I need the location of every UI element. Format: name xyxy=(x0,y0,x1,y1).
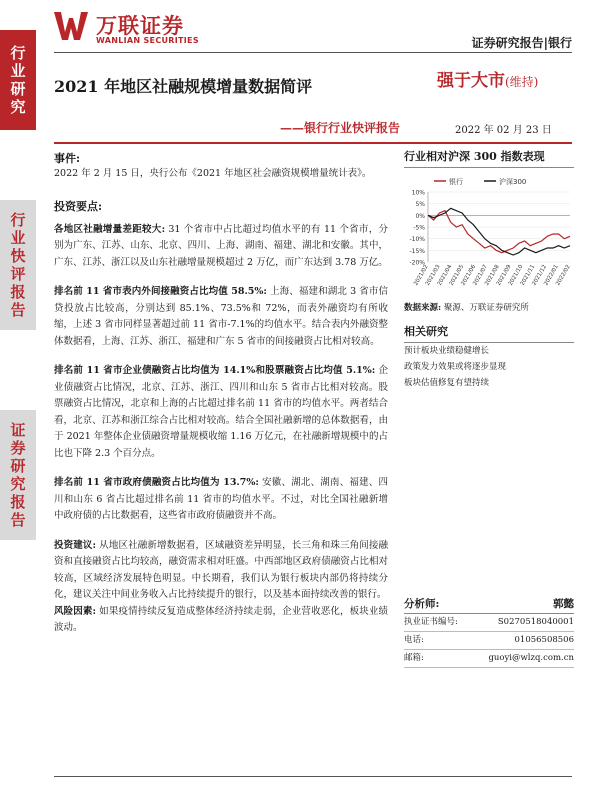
analyst-name: 郭懿 xyxy=(553,598,574,610)
rating xyxy=(437,66,538,91)
report-subtitle: ——银行行业快评报告 xyxy=(280,121,401,135)
y-tick-label: -5% xyxy=(413,224,425,232)
sidebar-char: 行 xyxy=(10,211,26,229)
sidebar-char: 评 xyxy=(10,265,26,283)
title-divider xyxy=(54,142,572,144)
sidebar-char: 究 xyxy=(10,475,26,493)
sidebar-char: 报 xyxy=(10,283,26,301)
point-3: 排名前 11 省市企业债融资占比均值为 14.1%和股票融资占比均值 5.1%: 企业债融资占比情况，北京、江苏、浙江、四川和山东 5 省市占比相对较高。股票融资占比情况，北京和上海的占比超过排名前 11 省市的均值水平。两者结合看，北京、江苏和浙江综合占比相对较高。结合全国社融新增的总体数据看，由于 2021 年整体企业债融资增量规模收缩 1.16 万亿元，在社融新增规模中的占比也下降 2.3 个百分点。 xyxy=(54,365,388,459)
relative-performance-chart xyxy=(404,172,574,297)
sidebar-char: 业 xyxy=(10,62,26,80)
analyst-name-row: 分析师: 郭懿 xyxy=(404,596,574,614)
legend-label: 沪深300 xyxy=(499,178,527,186)
rating-note: (维持) xyxy=(505,75,539,89)
sidebar-char: 快 xyxy=(10,247,26,265)
chart-heading: 行业相对沪深 300 指数表现 xyxy=(404,148,574,168)
series-line xyxy=(428,211,570,253)
document-type: 证券研究报告|银行 xyxy=(471,36,572,50)
y-tick-label: 0% xyxy=(415,212,425,220)
sidebar-char: 券 xyxy=(10,439,26,457)
rating-value: 强于大市 xyxy=(437,71,505,91)
related-research-heading: 相关研究 xyxy=(404,323,574,343)
wanlian-logo-icon xyxy=(54,10,88,42)
points-heading: 投资要点: xyxy=(54,199,103,213)
sidebar-block-2 xyxy=(0,200,36,330)
logo-english-name: WANLIAN SECURITIES xyxy=(96,36,199,45)
y-tick-label: -10% xyxy=(409,236,425,244)
sidebar-char: 告 xyxy=(10,301,26,319)
y-tick-label: -15% xyxy=(409,247,425,255)
sidebar-char: 证 xyxy=(10,421,26,439)
point-2: 排名前 11 省市表内外间接融资占比均值 58.5%: 上海、福建和湖北 3 省市信贷投放占比较高，分别达到 85.1%、73.5%和 72%，而表外融资均有所收缩，上述 3 省市同样显著超过前 11 省市-7.1%的均值水平。结合表内外融资整体数据看，上海、江苏、浙江、福建和广东 5 省市的间接融资占比相对较高。 xyxy=(54,286,388,347)
sidebar-char: 业 xyxy=(10,229,26,247)
x-tick-label: 2021/10 xyxy=(507,264,525,287)
point-5: 投资建议: 从地区社融新增数据看，区域融资差异明显，长三角和珠三角间接融资和直接融资占比均较高，融资需求相对旺盛。中西部地区政府债融资占比相对较高，区域经济发展特色明显。中长期看，我们认为银行板块内部仍将持续分化，建议关注中间业务收入占比持续提升的银行，以及基本面持续改善的银行。 xyxy=(54,539,388,600)
x-tick-label: 2021/08 xyxy=(484,264,501,287)
sidebar-char: 报 xyxy=(10,493,26,511)
point-6: 风险因素: 如果疫情持续反复造成整体经济持续走弱，企业营收恶化，板块业绩波动。 xyxy=(54,605,388,633)
x-tick-label: 2021/02 xyxy=(413,264,430,287)
data-source: 数据来源: 聚源、万联证券研究所 xyxy=(404,303,529,313)
related-item[interactable]: 板块估值修复有望持续 xyxy=(404,378,490,388)
analyst-email-row: 邮箱: guoyi@wlzq.com.cn xyxy=(404,650,574,668)
sidebar-char: 行 xyxy=(10,44,26,62)
header-divider xyxy=(54,52,572,53)
report-date: 2022 年 02 月 23 日 xyxy=(455,125,552,136)
x-tick-label: 2021/09 xyxy=(495,264,513,287)
related-item[interactable]: 预计板块业绩稳健增长 xyxy=(404,346,490,356)
event-heading: 事件: xyxy=(54,152,81,165)
point-4: 排名前 11 省市政府债融资占比均值为 13.7%: 安徽、湖北、湖南、福建、四川和山东 6 省占比超过排名前 11 省市的均值水平。不过，对比全国社融新增中政府债的占比数据看，这些省市政府债融资并不高。 xyxy=(54,477,388,521)
report-title: 2021 年地区社融规模增量数据简评 xyxy=(54,77,313,96)
sidebar-char: 告 xyxy=(10,511,26,529)
x-tick-label: 2021/06 xyxy=(460,264,478,287)
company-logo xyxy=(54,8,234,48)
sidebar-block-1 xyxy=(0,30,36,130)
logo-chinese-name: 万联证券 xyxy=(96,14,184,38)
x-tick-label: 2021/04 xyxy=(436,264,454,287)
analyst-cert-row: 执业证书编号: S0270518040001 xyxy=(404,614,574,632)
x-tick-label: 2021/03 xyxy=(424,264,442,287)
sidebar-char: 究 xyxy=(10,98,26,116)
x-tick-label: 2021/12 xyxy=(531,264,549,287)
sidebar-char: 研 xyxy=(10,80,26,98)
related-item[interactable]: 政策发力效果或将逐步显现 xyxy=(404,362,507,372)
analyst-email[interactable]: guoyi@wlzq.com.cn xyxy=(488,653,574,663)
legend-label: 银行 xyxy=(449,178,463,186)
left-sidebar xyxy=(0,30,36,570)
point-1: 各地区社融增量差距较大: 31 个省市中占比超过均值水平的有 11 个省市，分别为广东、江苏、山东、北京、四川、上海、湖南、福建、湖北和安徽。其中，广东、江苏、浙江以及山东社融增量规模超过 2 万亿，而广东达到 3.78 万亿。 xyxy=(54,223,388,268)
sidebar-block-3 xyxy=(0,410,36,540)
x-tick-label: 2021/11 xyxy=(519,264,537,287)
y-tick-label: 5% xyxy=(415,201,425,209)
main-content xyxy=(54,148,388,637)
x-tick-label: 2021/07 xyxy=(472,264,489,287)
y-tick-label: 10% xyxy=(411,189,425,197)
analyst-phone-row: 电话: 01056508506 xyxy=(404,632,574,650)
related-research-list xyxy=(404,343,574,391)
x-tick-label: 2021/05 xyxy=(448,264,466,287)
y-tick-label: -20% xyxy=(409,259,425,267)
x-tick-label: 2022/01 xyxy=(543,264,560,287)
chart-svg xyxy=(404,172,574,297)
right-panel xyxy=(404,148,574,391)
footer-divider xyxy=(54,776,572,777)
analyst-info xyxy=(404,596,574,668)
event-text: 2022 年 2 月 15 日，央行公布《2021 年地区社会融资规模增量统计表》。 xyxy=(54,168,372,179)
sidebar-char: 研 xyxy=(10,457,26,475)
x-tick-label: 2022/02 xyxy=(555,264,572,287)
